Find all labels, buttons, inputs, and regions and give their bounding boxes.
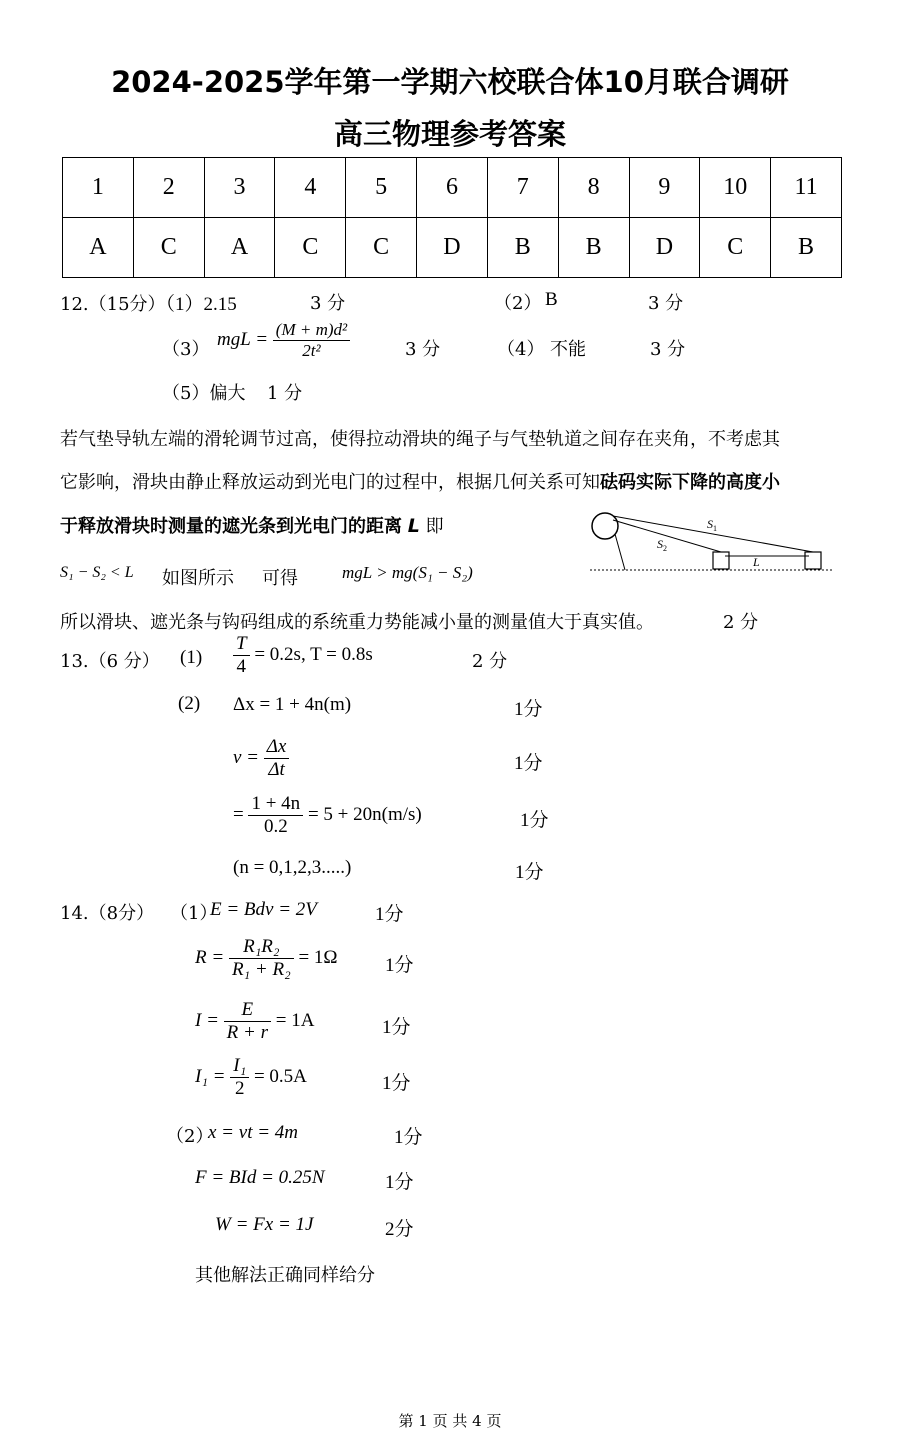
answer-cell: C [346, 218, 417, 278]
q13-eq1-score: 1分 [514, 699, 543, 720]
q14-note: 其他解法正确同样给分 [195, 1265, 375, 1286]
question-number: 4 [275, 158, 346, 218]
q12-conclusion: 所以滑块、遮光条与钩码组成的系统重力势能减小量的测量值大于真实值。 [60, 612, 654, 633]
q12-part5-label: （5）偏大 [162, 383, 246, 404]
q14-i-fraction [224, 999, 271, 1044]
fraction-denominator: 0.2 [263, 816, 288, 837]
q12-explanation-line2 [60, 468, 780, 494]
answer-cell: C [133, 218, 204, 278]
explanation-emphasis: 于释放滑块时测量的遮光条到光电门的距离 [60, 516, 402, 537]
distance-symbol: L [407, 515, 420, 537]
q13-part1-formula [233, 633, 373, 678]
q14-i1-score: 1分 [382, 1073, 411, 1094]
q14-e1-score: 1分 [375, 904, 404, 925]
q12-conclusion-score: 2 分 [723, 612, 759, 633]
q12-part3-lhs: mgL = [217, 328, 269, 350]
answer-cell: C [275, 218, 346, 278]
q12-part4-score: 3 分 [650, 339, 686, 360]
fraction-denominator: R + r [226, 1022, 268, 1043]
q12-explanation-line3 [60, 512, 444, 538]
fraction-numerator: (M + m)d² [273, 320, 350, 341]
answer-table-answer-row [63, 218, 842, 278]
fraction-denominator: R₁ + R₂ [231, 959, 291, 980]
rope-s2-line [613, 520, 721, 552]
q12-so-get: 可得 [262, 568, 298, 589]
q13-eq2-fraction [264, 736, 290, 781]
question-number: 6 [417, 158, 488, 218]
q13-eq4: (n = 0,1,2,3.....) [233, 857, 352, 878]
q13-part2-label: (2) [178, 693, 201, 714]
answer-table-number-row [63, 158, 842, 218]
q14-r-rest: = 1Ω [298, 946, 338, 968]
explanation-text: 即 [425, 516, 444, 537]
q12-part1: （1）2.15 [165, 294, 237, 315]
answer-cell: C [700, 218, 771, 278]
q13-eq4-score: 1分 [515, 862, 544, 883]
label-l: L [753, 555, 760, 569]
question-number: 8 [558, 158, 629, 218]
q14-f-eq: F = BId = 0.25N [195, 1167, 325, 1188]
doc-subtitle: 高三物理参考答案 [333, 117, 566, 151]
q14-r-lhs: R = [195, 946, 225, 968]
slider-block-icon [713, 552, 729, 569]
q13-part1-rest: = 0.2s, T = 0.8s [254, 643, 373, 665]
q12-part2-score: 3 分 [648, 293, 684, 314]
answer-cell: A [63, 218, 134, 278]
answer-cell: A [204, 218, 275, 278]
q14-w-score: 2分 [385, 1219, 414, 1240]
label-s1: $S_1$ [707, 517, 717, 533]
q12-part3-formula [217, 320, 350, 361]
fraction-numerator: I₁ [230, 1055, 249, 1078]
q14-i1-fraction [230, 1055, 249, 1100]
q14-r-score: 1分 [385, 955, 414, 976]
fraction-denominator: 2t² [302, 341, 321, 360]
answer-cell: B [558, 218, 629, 278]
fraction-numerator: E [224, 999, 271, 1022]
q14-r-fraction [229, 936, 294, 981]
q12-inequality2: mgL > mg(S₁ − S₂) [342, 563, 473, 582]
fraction-numerator: R₁R₂ [229, 936, 294, 959]
q14-r-formula [195, 936, 338, 981]
q13-eq2-score: 1分 [514, 753, 543, 774]
q14-x-eq: x = vt = 4m [208, 1122, 299, 1143]
rope-s1-line [613, 516, 813, 552]
q14-f-score: 1分 [385, 1172, 414, 1193]
explanation-text: 它影响，滑块由静止释放运动到光电门的过程中，根据几何关系可知 [60, 472, 600, 493]
q12-heading [60, 289, 237, 316]
answer-cell: B [771, 218, 842, 278]
q13-eq3-fraction [248, 793, 303, 838]
q13-eq2 [233, 736, 289, 781]
fraction-numerator: Δx [264, 736, 290, 759]
question-number: 9 [629, 158, 700, 218]
question-number: 11 [771, 158, 842, 218]
q12-part3-fraction [273, 320, 350, 361]
explanation-emphasis: 砝码实际下降的高度小 [600, 472, 780, 493]
q13-eq3 [233, 793, 422, 838]
fraction-numerator: T [233, 633, 250, 656]
q12-as-shown: 如图所示 [162, 568, 234, 589]
q14-part2-label: （2） [166, 1126, 214, 1147]
q14-i-lhs: I = [195, 1009, 219, 1031]
photogate-block-icon [805, 552, 821, 569]
label-s2: $S_2$ [657, 537, 667, 553]
q13-part1-fraction [233, 633, 250, 678]
q13-eq3-score: 1分 [520, 810, 549, 831]
page-footer: 第 1 页 共 4 页 [398, 1412, 502, 1430]
answer-cell: D [417, 218, 488, 278]
q12-part5-score: 1 分 [267, 383, 303, 404]
question-number: 7 [487, 158, 558, 218]
q13-part1-score: 2 分 [472, 651, 508, 672]
answer-table [62, 157, 842, 278]
q13-eq3-rest: = 5 + 20n(m/s) [307, 803, 422, 825]
q14-i-score: 1分 [382, 1017, 411, 1038]
q12-inequality: S₁ − S₂ < L [60, 564, 134, 581]
question-number: 5 [346, 158, 417, 218]
q14-w-eq: W = Fx = 1J [215, 1214, 314, 1235]
doc-title: 2024-2025学年第一学期六校联合体10月联合调研 [111, 65, 789, 99]
q13-eq2-lhs: v = [233, 746, 260, 768]
fraction-denominator: 2 [234, 1078, 245, 1099]
q12-part2-answer: B [545, 289, 558, 310]
q14-e1: E = Bdv = 2V [210, 899, 317, 920]
fraction-denominator: 4 [236, 656, 247, 677]
q14-i-rest: = 1A [275, 1009, 315, 1031]
question-number: 3 [204, 158, 275, 218]
q13-part1-label: (1) [180, 647, 203, 668]
q12-part1-score: 3 分 [310, 293, 346, 314]
q12-part3-label: （3） [162, 339, 210, 360]
question-number: 2 [133, 158, 204, 218]
answer-cell: B [487, 218, 558, 278]
question-number: 1 [63, 158, 134, 218]
pulley-support-line [615, 534, 625, 570]
question-number: 10 [700, 158, 771, 218]
q12-number: 12.（15分） [60, 294, 166, 315]
q12-part3-score: 3 分 [405, 339, 441, 360]
pulley-icon [592, 513, 618, 539]
q14-x-score: 1分 [394, 1127, 423, 1148]
fraction-numerator: 1 + 4n [248, 793, 303, 816]
answer-cell: D [629, 218, 700, 278]
q13-eq1: Δx = 1 + 4n(m) [233, 694, 352, 715]
q14-number: 14.（8分） [60, 903, 155, 924]
q14-i-formula [195, 999, 314, 1044]
fraction-denominator: Δt [268, 759, 285, 780]
q12-part4-answer: 不能 [550, 339, 586, 360]
q12-explanation-line1: 若气垫导轨左端的滑轮调节过高，使得拉动滑块的绳子与气垫轨道之间存在夹角，不考虑其 [60, 429, 780, 450]
pulley-diagram [585, 508, 835, 580]
q14-i1-lhs: I₁ = [195, 1065, 226, 1087]
q12-part2-label: （2） [494, 293, 542, 314]
q13-eq3-lhs: = [233, 803, 244, 825]
q14-i1-formula [195, 1055, 307, 1100]
q14-part1-label: （1） [170, 903, 218, 924]
q14-i1-rest: = 0.5A [253, 1065, 307, 1087]
q12-part4-label: （4） [497, 339, 545, 360]
q13-number: 13.（6 分） [60, 651, 160, 672]
